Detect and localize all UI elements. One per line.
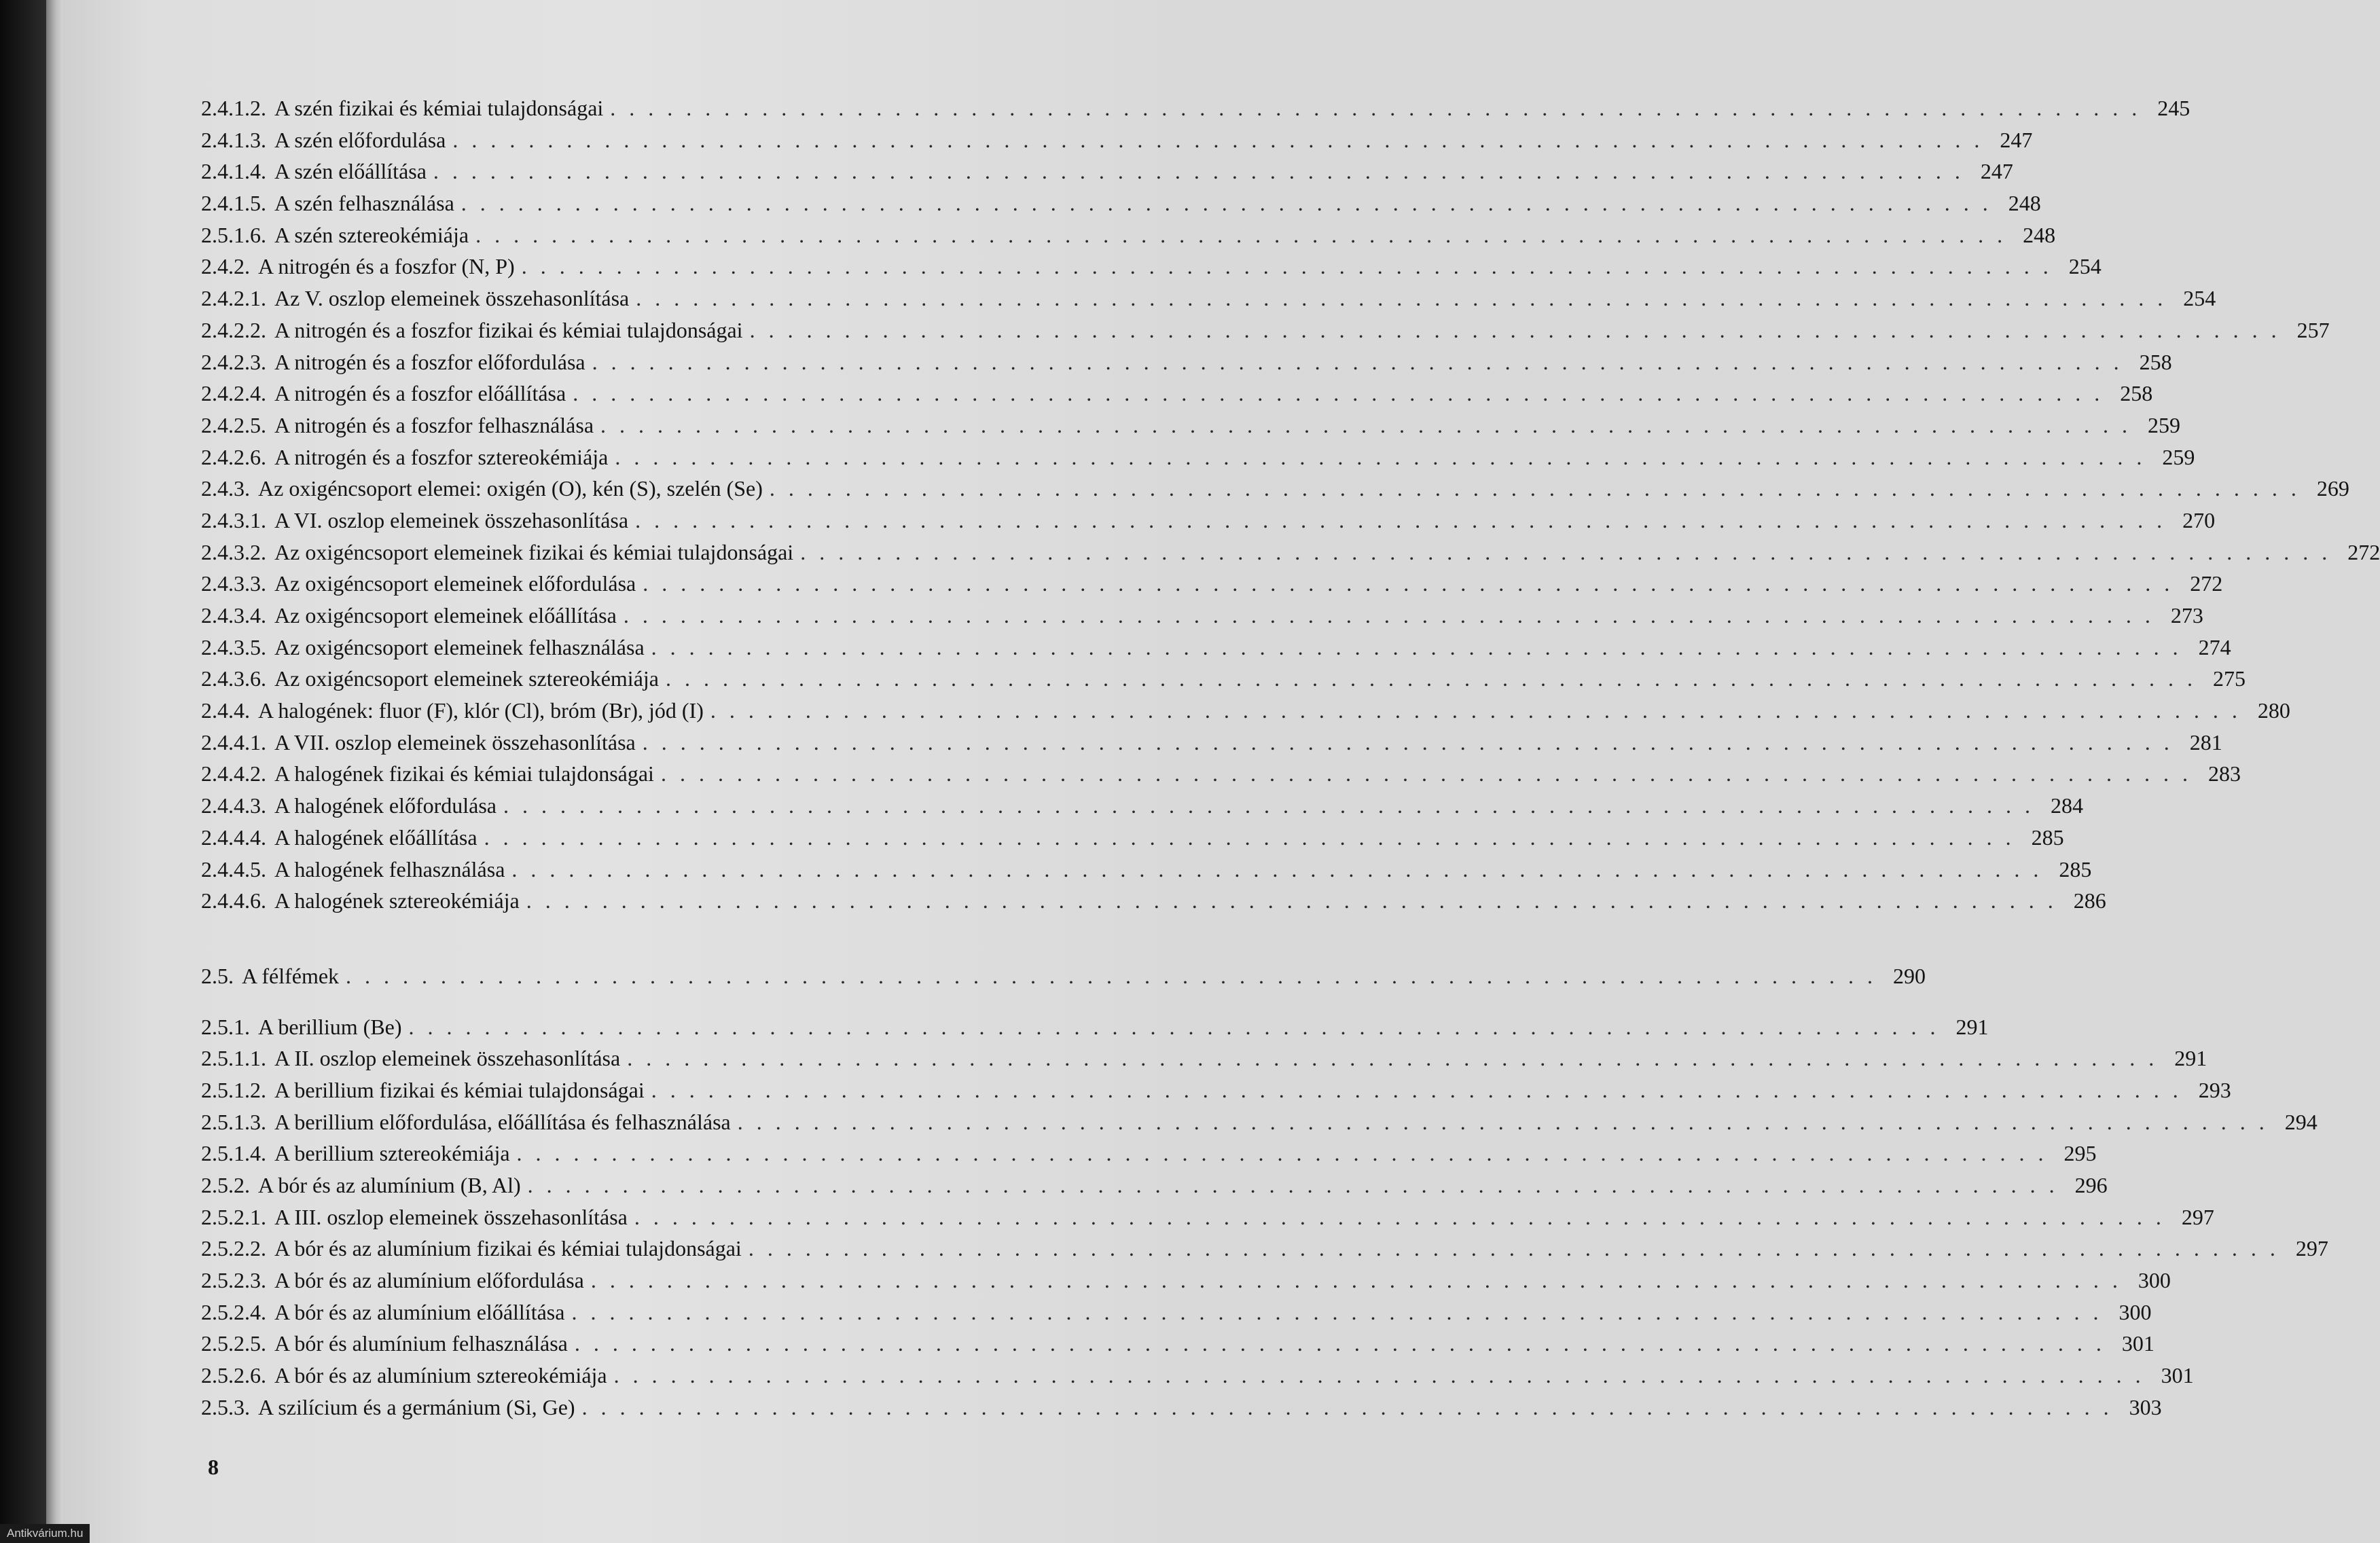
toc-entry-title: A szén sztereokémiája: [274, 222, 469, 247]
toc-entry-number: 2.4.2.4.: [201, 381, 266, 406]
toc-entry-page: 285: [2059, 856, 2092, 882]
toc-entry-number: 2.4.3.4.: [201, 603, 266, 628]
toc-entry-title: Az oxigéncsoport elemeinek sztereokémiája: [274, 666, 659, 691]
toc-entry: [201, 346, 2172, 378]
toc-entry-number: 2.4.4.1.: [201, 729, 266, 755]
toc-entry-title: A nitrogén és a foszfor előállítása: [274, 381, 566, 406]
dot-leader: . . . . . . . . . . . . . . . . . . . . . . . . . . . . . . . . . . . . . . . . . . . . . . . . . . . . . . . . . . . . . . . . . . . . . . . . . . . . . . . . .: [800, 539, 2332, 564]
dot-leader: . . . . . . . . . . . . . . . . . . . . . . . . . . . . . . . . . . . . . . . . . . . . . . . . . . . . . . . . . . . . . . . . . . . . . . . . . . . . . . . . .: [346, 963, 1877, 988]
toc-entry-number: 2.5.2.4.: [201, 1299, 266, 1324]
toc-entry-title: A szén előállítása: [274, 159, 427, 184]
toc-entry-page: 281: [2189, 729, 2222, 755]
toc-entry: [201, 960, 1926, 992]
toc-entry-title: A III. oszlop elemeinek összehasonlítása: [274, 1204, 628, 1229]
dot-leader: . . . . . . . . . . . . . . . . . . . . . . . . . . . . . . . . . . . . . . . . . . . . . . . . . . . . . . . . . . . . . . . . . . . . . . . . . . . . . . . . .: [527, 1173, 2059, 1197]
toc-entry: [201, 1138, 2097, 1169]
toc-entry: [201, 505, 2216, 537]
toc-entry-page: 291: [2174, 1046, 2207, 1071]
toc-entry-title: A VI. oszlop elemeinek összehasonlítása: [274, 507, 629, 532]
toc-entry: [201, 758, 2241, 790]
toc-entry-title: A bór és az alumínium fizikai és kémiai tulajdonságai: [274, 1236, 742, 1261]
dot-leader: . . . . . . . . . . . . . . . . . . . . . . . . . . . . . . . . . . . . . . . . . . . . . . . . . . . . . . . . . . . . . . . . . . . . . . . . . . . . . . . . .: [408, 1014, 1940, 1039]
toc-entry-page: 284: [2051, 793, 2083, 818]
toc-entry-title: A nitrogén és a foszfor fizikai és kémiai tulajdonságai: [274, 317, 743, 342]
toc-entry-number: 2.4.2.1.: [201, 286, 266, 311]
toc-entry: [201, 537, 2380, 568]
toc-entry: [201, 283, 2216, 314]
toc-entry-number: 2.5.2.5.: [201, 1331, 266, 1356]
toc-entry-title: Az oxigéncsoport elemeinek fizikai és kémiai tulajdonságai: [274, 539, 794, 564]
toc-entry: [201, 219, 2056, 251]
toc-entry-title: A halogének felhasználása: [274, 856, 505, 882]
dot-leader: . . . . . . . . . . . . . . . . . . . . . . . . . . . . . . . . . . . . . . . . . . . . . . . . . . . . . . . . . . . . . . . . . . . . . . . . . . . . . . . . .: [503, 793, 2034, 818]
binding-edge: [46, 0, 62, 1543]
toc-entry-title: A nitrogén és a foszfor sztereokémiája: [274, 444, 609, 469]
toc-entry-title: Az oxigéncsoport elemeinek felhasználása: [274, 634, 645, 659]
dot-leader: . . . . . . . . . . . . . . . . . . . . . . . . . . . . . . . . . . . . . . . . . . . . . . . . . . . . . . . . . . . . . . . . . . . . . . . . . . . . . . . . .: [475, 222, 2007, 247]
toc-entry-page: 272: [2347, 539, 2380, 564]
toc-entry-page: 285: [2031, 824, 2064, 850]
dot-leader: . . . . . . . . . . . . . . . . . . . . . . . . . . . . . . . . . . . . . . . . . . . . . . . . . . . . . . . . . . . . . . . . . . . . . . . . . . . . . . . . .: [610, 96, 2142, 120]
toc-entry-number: 2.4.4.6.: [201, 888, 266, 913]
toc-entry-number: 2.4.3.3.: [201, 571, 266, 596]
toc-entry: [201, 251, 2102, 283]
dot-leader: . . . . . . . . . . . . . . . . . . . . . . . . . . . . . . . . . . . . . . . . . . . . . . . . . . . . . . . . . . . . . . . . . . . . . . . . . . . . . . . . .: [651, 1077, 2182, 1102]
toc-entry-page: 280: [2257, 698, 2290, 723]
toc-entry: [201, 1201, 2214, 1233]
page-number: 8: [208, 1455, 219, 1479]
dot-leader: . . . . . . . . . . . . . . . . . . . . . . . . . . . . . . . . . . . . . . . . . . . . . . . . . . . . . . . . . . . . . . . . . . . . . . . . . . . . . . . . .: [623, 603, 2154, 628]
toc-entry: [201, 790, 2083, 822]
toc-entry-title: A berillium előfordulása, előállítása és felhasználása: [274, 1109, 731, 1134]
toc-entry: [201, 1011, 1989, 1043]
toc-entry-title: A nitrogén és a foszfor felhasználása: [274, 412, 594, 437]
toc-entry-number: 2.5.1.4.: [201, 1141, 266, 1166]
toc-entry-title: A halogének előállítása: [274, 824, 477, 850]
dot-leader: . . . . . . . . . . . . . . . . . . . . . . . . . . . . . . . . . . . . . . . . . . . . . . . . . . . . . . . . . . . . . . . . . . . . . . . . . . . . . . . . .: [660, 761, 2192, 786]
toc-entry-page: 297: [2181, 1204, 2214, 1229]
table-of-contents: [201, 92, 2380, 1423]
toc-entry-title: Az V. oszlop elemeinek összehasonlítása: [274, 286, 630, 311]
toc-entry: [201, 1392, 2162, 1423]
dot-leader: . . . . . . . . . . . . . . . . . . . . . . . . . . . . . . . . . . . . . . . . . . . . . . . . . . . . . . . . . . . . . . . . . . . . . . . . . . . . . . . . .: [635, 507, 2167, 532]
dot-leader: . . . . . . . . . . . . . . . . . . . . . . . . . . . . . . . . . . . . . . . . . . . . . . . . . . . . . . . . . . . . . . . . . . . . . . . . . . . . . . . . .: [516, 1141, 2048, 1166]
toc-entry-number: 2.4.4.4.: [201, 824, 266, 850]
dot-leader: . . . . . . . . . . . . . . . . . . . . . . . . . . . . . . . . . . . . . . . . . . . . . . . . . . . . . . . . . . . . . . . . . . . . . . . . . . . . . . . . .: [710, 698, 2241, 723]
toc-entry-title: A bór és az alumínium (B, Al): [258, 1173, 521, 1197]
toc-entry-title: A halogének sztereokémiája: [274, 888, 520, 913]
dot-leader: . . . . . . . . . . . . . . . . . . . . . . . . . . . . . . . . . . . . . . . . . . . . . . . . . . . . . . . . . . . . . . . . . . . . . . . . . . . . . . . . .: [590, 1268, 2122, 1293]
toc-entry: [201, 600, 2203, 632]
toc-entry: [201, 632, 2231, 664]
toc-entry-number: 2.5.2.2.: [201, 1236, 266, 1261]
dot-leader: . . . . . . . . . . . . . . . . . . . . . . . . . . . . . . . . . . . . . . . . . . . . . . . . . . . . . . . . . . . . . . . . . . . . . . . . . . . . . . . . .: [627, 1046, 2159, 1071]
toc-entry-number: 2.4.3.6.: [201, 666, 266, 691]
toc-entry-title: A VII. oszlop elemeinek összehasonlítása: [274, 729, 636, 755]
dot-leader: . . . . . . . . . . . . . . . . . . . . . . . . . . . . . . . . . . . . . . . . . . . . . . . . . . . . . . . . . . . . . . . . . . . . . . . . . . . . . . . . .: [521, 254, 2053, 279]
toc-entry-page: 301: [2161, 1363, 2194, 1388]
toc-entry-number: 2.4.3.2.: [201, 539, 266, 564]
toc-entry-title: Az oxigéncsoport elemeinek előállítása: [274, 603, 617, 628]
toc-entry-title: A berillium fizikai és kémiai tulajdonságai: [274, 1077, 645, 1102]
toc-entry: [201, 695, 2290, 727]
toc-entry: [201, 187, 2041, 219]
toc-entry-title: A szén felhasználása: [274, 191, 454, 216]
toc-entry-page: 248: [2023, 222, 2056, 247]
toc-entry-page: 296: [2074, 1173, 2108, 1197]
toc-entry: [201, 473, 2349, 505]
toc-entry: [201, 1074, 2231, 1106]
toc-entry-title: A szilícium és a germánium (Si, Ge): [258, 1394, 575, 1419]
toc-entry-title: A II. oszlop elemeinek összehasonlítása: [274, 1046, 621, 1071]
toc-entry-title: Az oxigéncsoport elemei: oxigén (O), kén (S), szelén (Se): [258, 476, 763, 501]
toc-entry: [201, 1233, 2328, 1265]
toc-entry-number: 2.4.2.6.: [201, 444, 266, 469]
toc-entry: [201, 1296, 2152, 1328]
dot-leader: . . . . . . . . . . . . . . . . . . . . . . . . . . . . . . . . . . . . . . . . . . . . . . . . . . . . . . . . . . . . . . . . . . . . . . . . . . . . . . . . .: [581, 1394, 2113, 1419]
toc-entry-number: 2.4.3.: [201, 476, 250, 501]
toc-entry-page: 270: [2182, 507, 2216, 532]
toc-entry-title: A szén előfordulása: [274, 127, 446, 152]
toc-entry-page: 290: [1893, 963, 1926, 988]
toc-entry-page: 301: [2121, 1331, 2154, 1356]
toc-entry: [201, 314, 2330, 346]
toc-entry-page: 294: [2284, 1109, 2318, 1134]
dot-leader: . . . . . . . . . . . . . . . . . . . . . . . . . . . . . . . . . . . . . . . . . . . . . . . . . . . . . . . . . . . . . . . . . . . . . . . . . . . . . . . . .: [737, 1109, 2269, 1134]
toc-entry-title: A bór és az alumínium előfordulása: [274, 1268, 584, 1293]
toc-entry-number: 2.4.2.3.: [201, 349, 266, 374]
dot-leader: . . . . . . . . . . . . . . . . . . . . . . . . . . . . . . . . . . . . . . . . . . . . . . . . . . . . . . . . . . . . . . . . . . . . . . . . . . . . . . . . .: [636, 286, 2167, 311]
dot-leader: . . . . . . . . . . . . . . . . . . . . . . . . . . . . . . . . . . . . . . . . . . . . . . . . . . . . . . . . . . . . . . . . . . . . . . . . . . . . . . . . .: [613, 1363, 2145, 1388]
toc-entry-page: 297: [2295, 1236, 2328, 1261]
toc-entry-title: A nitrogén és a foszfor előfordulása: [274, 349, 585, 374]
dot-leader: . . . . . . . . . . . . . . . . . . . . . . . . . . . . . . . . . . . . . . . . . . . . . . . . . . . . . . . . . . . . . . . . . . . . . . . . . . . . . . . . .: [571, 1299, 2103, 1324]
toc-entry: [201, 1042, 2207, 1074]
toc-entry-number: 2.5.1.6.: [201, 222, 266, 247]
dot-leader: . . . . . . . . . . . . . . . . . . . . . . . . . . . . . . . . . . . . . . . . . . . . . . . . . . . . . . . . . . . . . . . . . . . . . . . . . . . . . . . . .: [749, 317, 2281, 342]
toc-entry: [201, 1106, 2318, 1138]
toc-entry-number: 2.5.3.: [201, 1394, 250, 1419]
dot-leader: . . . . . . . . . . . . . . . . . . . . . . . . . . . . . . . . . . . . . . . . . . . . . . . . . . . . . . . . . . . . . . . . . . . . . . . . . . . . . . . . .: [634, 1204, 2165, 1229]
toc-entry-number: 2.5.: [201, 963, 234, 988]
toc-entry-page: 269: [2316, 476, 2349, 501]
dot-leader: . . . . . . . . . . . . . . . . . . . . . . . . . . . . . . . . . . . . . . . . . . . . . . . . . . . . . . . . . . . . . . . . . . . . . . . . . . . . . . . . .: [769, 476, 2301, 501]
toc-entry: [201, 1169, 2108, 1201]
toc-entry-page: 274: [2198, 634, 2231, 659]
toc-entry-title: A nitrogén és a foszfor (N, P): [258, 254, 515, 279]
toc-entry-page: 248: [2008, 191, 2041, 216]
toc-entry-page: 258: [2139, 349, 2172, 374]
toc-entry-number: 2.4.1.3.: [201, 127, 266, 152]
toc-entry-page: 303: [2129, 1394, 2162, 1419]
toc-entry-number: 2.4.4.3.: [201, 793, 266, 818]
toc-entry-number: 2.4.3.1.: [201, 507, 266, 532]
toc-entry: [201, 156, 2013, 187]
toc-entry-page: 291: [1955, 1014, 1989, 1039]
toc-entry: [201, 727, 2222, 759]
toc-entry-title: Az oxigéncsoport elemeinek előfordulása: [274, 571, 636, 596]
dot-leader: . . . . . . . . . . . . . . . . . . . . . . . . . . . . . . . . . . . . . . . . . . . . . . . . . . . . . . . . . . . . . . . . . . . . . . . . . . . . . . . . .: [526, 888, 2057, 913]
toc-entry-page: 257: [2296, 317, 2330, 342]
toc-entry-title: A félfémek: [242, 963, 340, 988]
dot-leader: . . . . . . . . . . . . . . . . . . . . . . . . . . . . . . . . . . . . . . . . . . . . . . . . . . . . . . . . . . . . . . . . . . . . . . . . . . . . . . . . .: [615, 444, 2146, 469]
toc-entry-page: 286: [2073, 888, 2106, 913]
toc-entry: [201, 1360, 2194, 1392]
toc-entry-number: 2.4.3.5.: [201, 634, 266, 659]
toc-entry-number: 2.5.1.: [201, 1014, 250, 1039]
toc-entry-page: 273: [2170, 603, 2203, 628]
toc-entry-title: A halogének: fluor (F), klór (Cl), bróm (Br), jód (I): [258, 698, 704, 723]
watermark: Antikvárium.hu: [0, 1524, 90, 1543]
toc-entry: [201, 568, 2223, 600]
toc-entry-page: 254: [2183, 286, 2216, 311]
toc-entry-title: A bór és alumínium felhasználása: [274, 1331, 568, 1356]
dot-leader: . . . . . . . . . . . . . . . . . . . . . . . . . . . . . . . . . . . . . . . . . . . . . . . . . . . . . . . . . . . . . . . . . . . . . . . . . . . . . . . . .: [642, 729, 2174, 755]
toc-entry-number: 2.5.2.6.: [201, 1363, 266, 1388]
dot-leader: . . . . . . . . . . . . . . . . . . . . . . . . . . . . . . . . . . . . . . . . . . . . . . . . . . . . . . . . . . . . . . . . . . . . . . . . . . . . . . . . .: [452, 127, 1984, 152]
toc-entry-title: A halogének fizikai és kémiai tulajdonságai: [274, 761, 654, 786]
toc-entry-number: 2.5.1.1.: [201, 1046, 266, 1071]
toc-entry-page: 283: [2207, 761, 2241, 786]
toc-entry-page: 293: [2198, 1077, 2231, 1102]
toc-entry-title: A berillium (Be): [258, 1014, 402, 1039]
dot-leader: . . . . . . . . . . . . . . . . . . . . . . . . . . . . . . . . . . . . . . . . . . . . . . . . . . . . . . . . . . . . . . . . . . . . . . . . . . . . . . . . .: [592, 349, 2123, 374]
toc-entry-title: A bór és az alumínium előállítása: [274, 1299, 565, 1324]
dot-leader: . . . . . . . . . . . . . . . . . . . . . . . . . . . . . . . . . . . . . . . . . . . . . . . . . . . . . . . . . . . . . . . . . . . . . . . . . . . . . . . . .: [574, 1331, 2106, 1356]
toc-entry-title: A halogének előfordulása: [274, 793, 497, 818]
toc-entry-number: 2.4.2.: [201, 254, 250, 279]
dot-leader: . . . . . . . . . . . . . . . . . . . . . . . . . . . . . . . . . . . . . . . . . . . . . . . . . . . . . . . . . . . . . . . . . . . . . . . . . . . . . . . . .: [748, 1236, 2279, 1261]
toc-entry-number: 2.5.2.1.: [201, 1204, 266, 1229]
toc-entry-number: 2.4.1.4.: [201, 159, 266, 184]
dot-leader: . . . . . . . . . . . . . . . . . . . . . . . . . . . . . . . . . . . . . . . . . . . . . . . . . . . . . . . . . . . . . . . . . . . . . . . . . . . . . . . . .: [643, 571, 2174, 596]
toc-entry-page: 300: [2118, 1299, 2152, 1324]
toc-entry: [201, 822, 2064, 854]
book-binding-shadow: [0, 0, 46, 1543]
toc-entry-page: 272: [2190, 571, 2223, 596]
toc-entry-page: 300: [2138, 1268, 2171, 1293]
toc-entry: [201, 885, 2106, 917]
toc-entry-number: 2.4.2.2.: [201, 317, 266, 342]
dot-leader: . . . . . . . . . . . . . . . . . . . . . . . . . . . . . . . . . . . . . . . . . . . . . . . . . . . . . . . . . . . . . . . . . . . . . . . . . . . . . . . . .: [461, 191, 1992, 216]
dot-leader: . . . . . . . . . . . . . . . . . . . . . . . . . . . . . . . . . . . . . . . . . . . . . . . . . . . . . . . . . . . . . . . . . . . . . . . . . . . . . . . . .: [433, 159, 1964, 184]
toc-entry-page: 295: [2063, 1141, 2097, 1166]
toc-entry: [201, 441, 2195, 473]
toc-entry-page: 254: [2068, 254, 2102, 279]
dot-leader: . . . . . . . . . . . . . . . . . . . . . . . . . . . . . . . . . . . . . . . . . . . . . . . . . . . . . . . . . . . . . . . . . . . . . . . . . . . . . . . . .: [600, 412, 2132, 437]
toc-entry-title: A szén fizikai és kémiai tulajdonságai: [274, 96, 604, 120]
toc-entry-number: 2.4.4.: [201, 698, 250, 723]
toc-entry: [201, 663, 2246, 695]
toc-entry-number: 2.4.2.5.: [201, 412, 266, 437]
toc-entry-number: 2.5.2.3.: [201, 1268, 266, 1293]
toc-entry-page: 247: [1980, 159, 2013, 184]
toc-entry-number: 2.5.1.2.: [201, 1077, 266, 1102]
toc-entry-number: 2.5.1.3.: [201, 1109, 266, 1134]
toc-entry: [201, 854, 2092, 886]
dot-leader: . . . . . . . . . . . . . . . . . . . . . . . . . . . . . . . . . . . . . . . . . . . . . . . . . . . . . . . . . . . . . . . . . . . . . . . . . . . . . . . . .: [511, 856, 2043, 882]
toc-entry-title: A bór és az alumínium sztereokémiája: [274, 1363, 607, 1388]
toc-entry: [201, 410, 2181, 441]
dot-leader: . . . . . . . . . . . . . . . . . . . . . . . . . . . . . . . . . . . . . . . . . . . . . . . . . . . . . . . . . . . . . . . . . . . . . . . . . . . . . . . . .: [573, 381, 2104, 406]
toc-entry-number: 2.4.1.5.: [201, 191, 266, 216]
toc-entry: [201, 378, 2153, 410]
toc-entry-page: 258: [2120, 381, 2153, 406]
toc-entry-title: A berillium sztereokémiája: [274, 1141, 510, 1166]
dot-leader: . . . . . . . . . . . . . . . . . . . . . . . . . . . . . . . . . . . . . . . . . . . . . . . . . . . . . . . . . . . . . . . . . . . . . . . . . . . . . . . . .: [651, 634, 2182, 659]
toc-entry: [201, 1265, 2171, 1296]
toc-entry-number: 2.5.2.: [201, 1173, 250, 1197]
toc-entry-page: 259: [2148, 412, 2181, 437]
toc-entry-page: 275: [2212, 666, 2246, 691]
toc-entry: [201, 92, 2190, 124]
dot-leader: . . . . . . . . . . . . . . . . . . . . . . . . . . . . . . . . . . . . . . . . . . . . . . . . . . . . . . . . . . . . . . . . . . . . . . . . . . . . . . . . .: [665, 666, 2197, 691]
toc-entry: [201, 1328, 2154, 1360]
toc-entry-page: 247: [2000, 127, 2033, 152]
toc-entry-page: 245: [2157, 96, 2190, 120]
toc-entry: [201, 124, 2033, 156]
toc-entry-number: 2.4.4.2.: [201, 761, 266, 786]
toc-entry-page: 259: [2162, 444, 2195, 469]
toc-entry-number: 2.4.1.2.: [201, 96, 266, 120]
toc-entry-number: 2.4.4.5.: [201, 856, 266, 882]
dot-leader: . . . . . . . . . . . . . . . . . . . . . . . . . . . . . . . . . . . . . . . . . . . . . . . . . . . . . . . . . . . . . . . . . . . . . . . . . . . . . . . . .: [484, 824, 2015, 850]
